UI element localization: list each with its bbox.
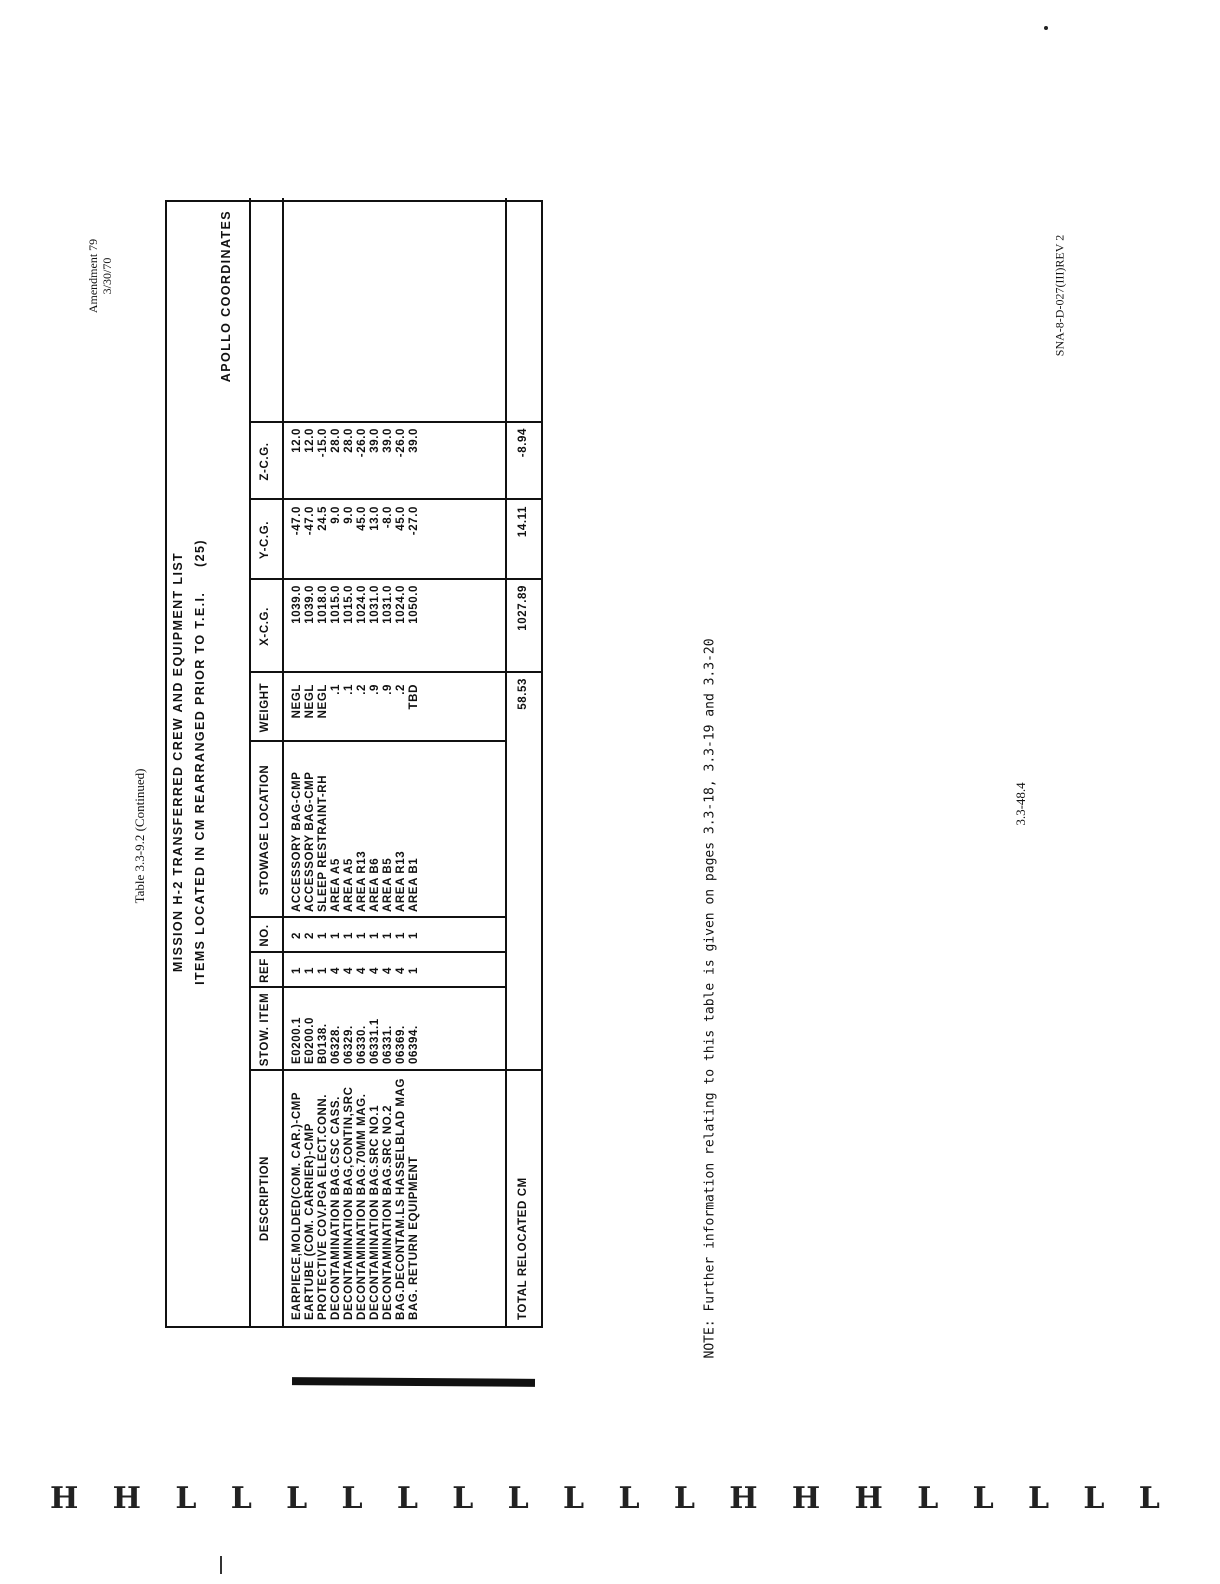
table-row-x-cg: 1039.0 bbox=[291, 585, 303, 624]
table-subtitle-text: ITEMS LOCATED IN CM REARRANGED PRIOR TO T.E.I. bbox=[193, 591, 207, 985]
strip-mark: L bbox=[917, 1480, 939, 1516]
table-row-x-cg: 1024.0 bbox=[356, 585, 368, 624]
strip-mark: L bbox=[972, 1480, 994, 1516]
total-z-cg: -8.94 bbox=[517, 428, 529, 458]
stow-item-column bbox=[291, 990, 421, 1064]
col-divider-9 bbox=[249, 422, 543, 424]
table-row-stow-item: 06331.1 bbox=[369, 1018, 381, 1064]
table-row-no: 1 bbox=[395, 932, 407, 939]
table-title: MISSION H-2 TRANSFERRED CREW AND EQUIPMENT LIST bbox=[171, 551, 185, 973]
equipment-table-wrapper bbox=[165, 200, 543, 1328]
table-row-no: 2 bbox=[304, 932, 316, 939]
table-row-ref: 1 bbox=[408, 967, 420, 974]
table-row-weight: TBD bbox=[408, 684, 420, 710]
table-row-location: AREA R13 bbox=[395, 850, 407, 912]
rule-under-title bbox=[249, 198, 251, 1326]
no-column bbox=[291, 918, 421, 953]
table-row-y-cg: -8.0 bbox=[382, 506, 394, 529]
table-row-stow-item: E0200.0 bbox=[304, 1016, 316, 1064]
table-row-stow-item: E0200.1 bbox=[291, 1016, 303, 1064]
table-row-description: DECONTAMINATION BAG.SRC NO.1 bbox=[369, 1104, 381, 1320]
page-number: 3.3-48.4 bbox=[1013, 782, 1028, 826]
strip-mark: L bbox=[618, 1480, 640, 1516]
total-weight: 58.53 bbox=[517, 678, 529, 710]
table-row-location: ACCESSORY BAG-CMP bbox=[304, 771, 316, 912]
table-row-weight: .2 bbox=[395, 684, 407, 695]
strip-mark: H bbox=[854, 1480, 883, 1516]
strip-mark: L bbox=[452, 1480, 474, 1516]
table-row-x-cg: 1015.0 bbox=[330, 585, 342, 624]
table-row-x-cg: 1031.0 bbox=[369, 585, 381, 624]
header-no: NO. bbox=[259, 924, 271, 947]
header-ref: REF bbox=[259, 958, 271, 983]
table-row-location: AREA A5 bbox=[343, 858, 355, 912]
header-y-cg: Y-C.G. bbox=[259, 520, 271, 560]
table-row-x-cg: 1024.0 bbox=[395, 585, 407, 624]
strip-mark: L bbox=[1027, 1480, 1050, 1516]
table-row-location: AREA B1 bbox=[408, 857, 420, 912]
table-row-stow-item: 06394. bbox=[408, 1025, 420, 1064]
table-row-stow-item: 06369. bbox=[395, 1025, 407, 1064]
table-row-no: 1 bbox=[317, 932, 329, 939]
table-row-y-cg: 45.0 bbox=[356, 506, 368, 531]
header-z-cg: Z-C.G. bbox=[259, 442, 271, 481]
table-row-no: 1 bbox=[382, 932, 394, 939]
table-row-weight: NEGL bbox=[291, 684, 303, 719]
table-row-description: DECONTAMINATION BAG.70MM MAG. bbox=[356, 1093, 368, 1320]
header-stowage-location: STOWAGE LOCATION bbox=[259, 764, 271, 896]
table-row-x-cg: 1039.0 bbox=[304, 585, 316, 624]
coordinates-heading: APOLLO COORDINATES bbox=[219, 210, 233, 383]
table-subtitle bbox=[193, 198, 207, 1326]
registration-strip bbox=[50, 1480, 1160, 1516]
strip-mark: H bbox=[112, 1480, 142, 1516]
header-description: DESCRIPTION bbox=[259, 1155, 271, 1242]
table-row-weight: .9 bbox=[382, 684, 394, 695]
scan-tick bbox=[220, 1556, 222, 1574]
table-row-description: DECONTAMINATION BAG.SRC NO.2 bbox=[382, 1104, 394, 1320]
strip-mark: L bbox=[1138, 1480, 1160, 1516]
table-row-z-cg: -15.0 bbox=[317, 428, 329, 458]
stowage-location-column bbox=[291, 744, 421, 912]
table-row-no: 1 bbox=[369, 932, 381, 939]
table-row-ref: 1 bbox=[317, 967, 329, 974]
rule-under-header bbox=[282, 198, 284, 1326]
table-subtitle-ref: (25) bbox=[193, 539, 207, 567]
table-row-ref: 4 bbox=[343, 967, 355, 974]
description-column bbox=[291, 1072, 421, 1320]
table-row-z-cg: 39.0 bbox=[369, 428, 381, 453]
ref-column bbox=[291, 953, 421, 988]
margin-bar bbox=[292, 1377, 535, 1387]
table-row-description: DECONTAMINATION BAG,CONTIN,SRC bbox=[343, 1086, 355, 1320]
x-cg-column bbox=[291, 585, 421, 673]
table-row-z-cg: 39.0 bbox=[408, 428, 420, 453]
table-row-no: 1 bbox=[330, 932, 342, 939]
table-row-description: EARTUBE (COM. CARRIER)-CMP bbox=[304, 1122, 316, 1320]
equipment-table bbox=[165, 200, 543, 1328]
table-row-z-cg: 12.0 bbox=[291, 428, 303, 453]
col-divider-1 bbox=[249, 1070, 543, 1072]
table-row-y-cg: 9.0 bbox=[343, 506, 355, 524]
table-row-location: AREA A5 bbox=[330, 858, 342, 912]
table-row-ref: 4 bbox=[369, 967, 381, 974]
table-row-z-cg: 39.0 bbox=[382, 428, 394, 453]
table-row-no: 2 bbox=[291, 932, 303, 939]
strip-mark: L bbox=[673, 1480, 695, 1516]
table-row-no: 1 bbox=[408, 932, 420, 939]
header-stow-item: STOW. ITEM bbox=[259, 992, 271, 1067]
table-row-description: PROTECTIVE COV.PGA ELECT.CONN. bbox=[317, 1093, 329, 1320]
strip-mark: L bbox=[341, 1480, 363, 1516]
strip-mark: L bbox=[175, 1480, 197, 1516]
z-cg-values bbox=[291, 428, 421, 500]
table-row-weight: .2 bbox=[356, 684, 368, 695]
table-row-weight: .1 bbox=[330, 684, 342, 695]
strip-mark: L bbox=[1083, 1480, 1105, 1516]
table-row-location: AREA B5 bbox=[382, 857, 394, 912]
table-row-z-cg: -26.0 bbox=[356, 428, 368, 458]
strip-mark: L bbox=[507, 1480, 529, 1516]
total-y-cg: 14.11 bbox=[517, 506, 529, 538]
table-row-y-cg: 24.5 bbox=[317, 506, 329, 531]
table-row-stow-item: 06328. bbox=[330, 1025, 342, 1064]
table-row-x-cg: 1018.0 bbox=[317, 585, 329, 624]
header-weight: WEIGHT bbox=[259, 682, 271, 733]
total-x-cg: 1027.89 bbox=[517, 585, 529, 631]
table-caption: Table 3.3-9.2 (Continued) bbox=[132, 768, 147, 904]
table-row-description: EARPIECE,MOLDED(COM. CAR.)-CMP bbox=[291, 1091, 303, 1320]
strip-mark: L bbox=[286, 1480, 308, 1516]
strip-mark: L bbox=[396, 1480, 418, 1516]
amendment-label bbox=[86, 206, 114, 346]
table-row-y-cg: -47.0 bbox=[291, 506, 303, 536]
table-row-z-cg: -26.0 bbox=[395, 428, 407, 458]
table-row-ref: 4 bbox=[356, 967, 368, 974]
table-row-x-cg: 1050.0 bbox=[408, 585, 420, 624]
table-row-description: BAG. RETURN EQUIPMENT bbox=[408, 1155, 420, 1320]
amendment-date: 3/30/70 bbox=[100, 257, 114, 295]
table-row-stow-item: B0138. bbox=[317, 1023, 329, 1064]
table-row-z-cg: 12.0 bbox=[304, 428, 316, 453]
strip-mark: H bbox=[729, 1480, 758, 1516]
table-row-x-cg: 1015.0 bbox=[343, 585, 355, 624]
weight-column bbox=[291, 684, 421, 742]
table-row-description: BAG.DECONTAM.LS HASSELBLAD MAG bbox=[395, 1077, 407, 1320]
table-row-description: DECONTAMINATION BAG.CSC CASS. bbox=[330, 1096, 342, 1320]
table-row-y-cg: -47.0 bbox=[304, 506, 316, 536]
strip-mark: L bbox=[230, 1480, 252, 1516]
scan-speck bbox=[1044, 26, 1048, 30]
table-row-y-cg: 45.0 bbox=[395, 506, 407, 531]
table-row-z-cg: 28.0 bbox=[343, 428, 355, 453]
strip-mark: L bbox=[563, 1480, 585, 1516]
table-row-y-cg: 9.0 bbox=[330, 506, 342, 524]
table-row-weight: .9 bbox=[369, 684, 381, 695]
table-row-weight: NEGL bbox=[317, 684, 329, 719]
table-row-z-cg: 28.0 bbox=[330, 428, 342, 453]
total-label: TOTAL RELOCATED CM bbox=[517, 1177, 529, 1320]
table-note: NOTE: Further information relating to this table is given on pages 3.3-18, 3.3-19 and 3.3-20 bbox=[702, 638, 718, 1359]
strip-mark: H bbox=[50, 1480, 79, 1516]
table-row-no: 1 bbox=[343, 932, 355, 939]
table-row-ref: 4 bbox=[382, 967, 394, 974]
table-row-location: SLEEP RESTRAINT-RH bbox=[317, 774, 329, 912]
table-row-y-cg: -27.0 bbox=[408, 506, 420, 536]
table-row-ref: 4 bbox=[330, 967, 342, 974]
table-row-ref: 1 bbox=[304, 967, 316, 974]
table-row-stow-item: 06330. bbox=[356, 1025, 368, 1064]
rule-above-total bbox=[505, 198, 507, 1326]
document-id: SNA-8-D-027(III)REV 2 bbox=[1052, 234, 1067, 357]
table-row-y-cg: 13.0 bbox=[369, 506, 381, 531]
table-row-ref: 1 bbox=[291, 967, 303, 974]
table-row-stow-item: 06329. bbox=[343, 1025, 355, 1064]
y-cg-column bbox=[291, 506, 421, 580]
table-row-ref: 4 bbox=[395, 967, 407, 974]
table-row-location: AREA B6 bbox=[369, 857, 381, 912]
table-row-no: 1 bbox=[356, 932, 368, 939]
table-row-stow-item: 06331. bbox=[382, 1025, 394, 1064]
header-x-cg: X-C.G. bbox=[259, 607, 271, 646]
table-row-weight: NEGL bbox=[304, 684, 316, 719]
table-row-x-cg: 1031.0 bbox=[382, 585, 394, 624]
table-row-location: ACCESSORY BAG-CMP bbox=[291, 771, 303, 912]
amendment-number: Amendment 79 bbox=[86, 238, 100, 314]
strip-mark: H bbox=[791, 1480, 821, 1516]
table-row-location: AREA R13 bbox=[356, 850, 368, 912]
table-row-weight: .1 bbox=[343, 684, 355, 695]
